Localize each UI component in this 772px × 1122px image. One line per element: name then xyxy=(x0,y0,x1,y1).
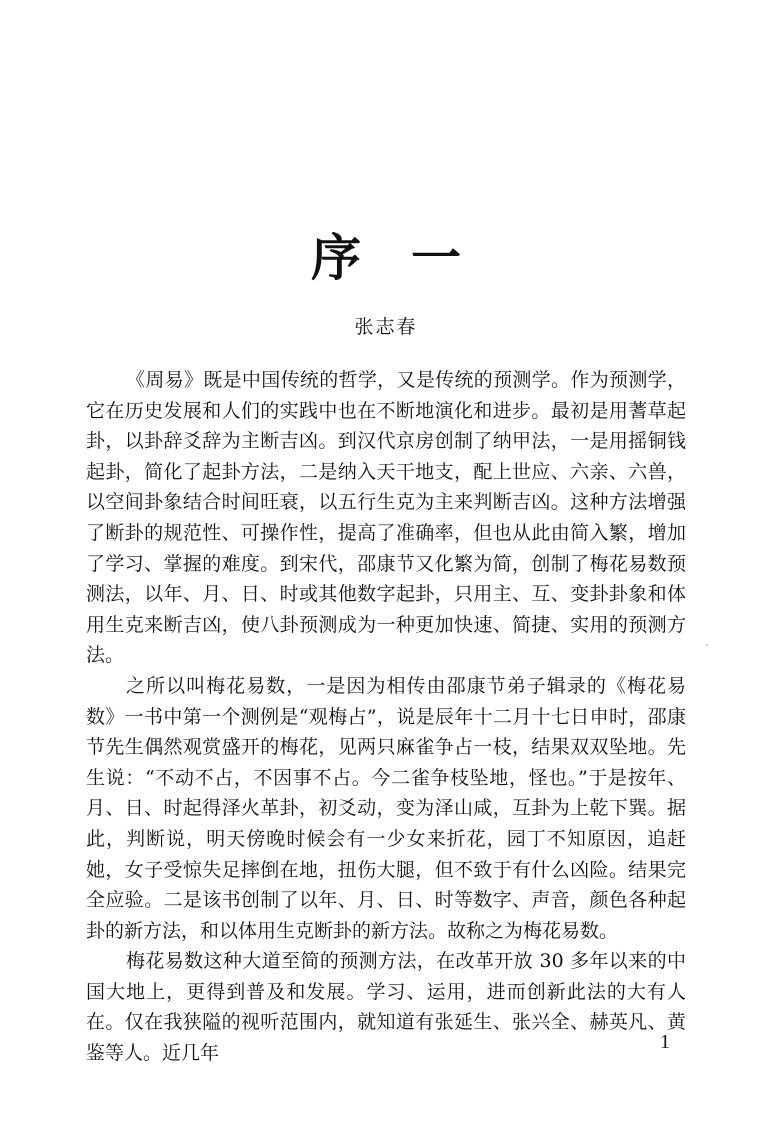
paragraph-3: 梅花易数这种大道至简的预测方法，在改革开放 30 多年以来的中国大地上，更得到普及和发展。学习、运用，进而创新此法的大有人在。仅在我狭隘的视听范围内，就知道有张延生、张兴全、赫英凡、黄鉴等人。近几年 xyxy=(86,950,686,1065)
paragraph-1: 《周易》既是中国传统的哲学，又是传统的预测学。作为预测学，它在历史发展和人们的实践中也在不断地演化和进步。最初是用蓍草起卦，以卦辞爻辞为主断吉凶。到汉代京房创制了纳甲法，一是用摇铜钱起卦，简化了起卦方法，二是纳入天干地支，配上世应、六亲、六兽，以空间卦象结合时间旺衰，以五行生克为主来判断吉凶。这种方法增强了断卦的规范性、可操作性，提高了准确率，但也从此由简入繁，增加了学习、掌握的难度。到宋代，邵康节又化繁为简，创制了梅花易数预测法，以年、月、日、时或其他数字起卦，只用主、互、变卦卦象和体用生克来断吉凶，使八卦预测成为一种更加快速、简捷、实用的预测方法。 xyxy=(86,369,686,667)
preface-title: 序 一 xyxy=(311,228,461,287)
page-number: 1 xyxy=(660,1031,670,1053)
author-name: 张志春 xyxy=(354,316,418,338)
preface-body xyxy=(86,365,686,1069)
scan-speck xyxy=(706,644,708,646)
paragraph-2: 之所以叫梅花易数，一是因为相传由邵康节弟子辑录的《梅花易数》一书中第一个测例是“观梅占”，说是辰年十二月十七日申时，邵康节先生偶然观赏盛开的梅花，见两只麻雀争占一枝，结果双双坠地。先生说：“不动不占，不因事不占。今二雀争枝坠地，怪也。”于是按年、月、日、时起得泽火革卦，初爻动，变为泽山咸，互卦为上乾下巽。据此，判断说，明天傍晚时候会有一少女来折花，园丁不知原因，追赶她，女子受惊失足摔倒在地，扭伤大腿，但不致于有什么凶险。结果完全应验。二是该书创制了以年、月、日、时等数字、声音，颜色各种起卦的新方法，和以体用生克断卦的新方法。故称之为梅花易数。 xyxy=(86,674,686,942)
